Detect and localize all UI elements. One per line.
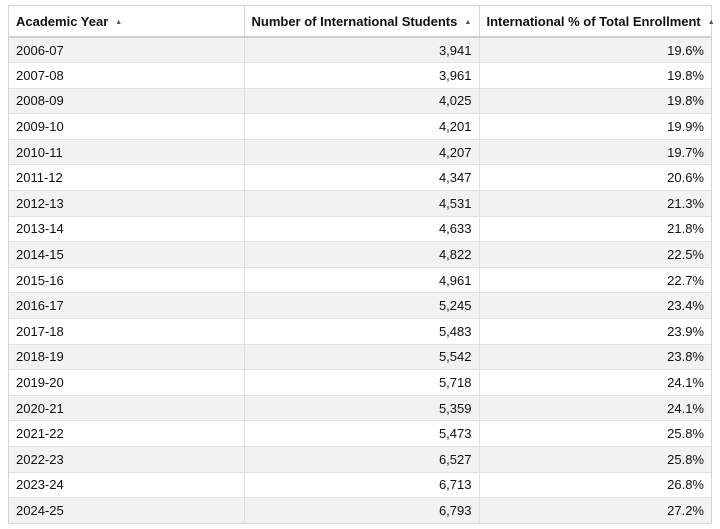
column-header-label: International % of Total Enrollment <box>486 13 701 29</box>
academic-year-cell: 2006-07 <box>9 37 244 63</box>
sort-ascending-icon[interactable]: ▲ <box>707 18 715 26</box>
table-header <box>9 6 715 37</box>
sort-ascending-icon[interactable]: ▲ <box>464 18 472 26</box>
international-percent-cell: 22.7% <box>479 267 711 293</box>
table-row <box>9 216 711 242</box>
student-count-cell: 4,822 <box>244 242 479 268</box>
academic-year-cell: 2016-17 <box>9 293 244 319</box>
table-row <box>9 139 711 165</box>
student-count-cell: 6,713 <box>244 472 479 498</box>
table-row <box>9 242 711 268</box>
student-count-cell: 5,245 <box>244 293 479 319</box>
column-header-international-percent[interactable] <box>479 6 715 37</box>
international-percent-cell: 24.1% <box>479 370 711 396</box>
international-percent-cell: 25.8% <box>479 421 711 447</box>
international-percent-cell: 21.8% <box>479 216 711 242</box>
academic-year-cell: 2010-11 <box>9 139 244 165</box>
student-count-cell: 4,201 <box>244 114 479 140</box>
academic-year-cell: 2020-21 <box>9 395 244 421</box>
table-row <box>9 63 711 89</box>
student-count-cell: 3,961 <box>244 63 479 89</box>
academic-year-cell: 2015-16 <box>9 267 244 293</box>
academic-year-cell: 2008-09 <box>9 88 244 114</box>
international-students-table <box>9 6 715 523</box>
academic-year-cell: 2018-19 <box>9 344 244 370</box>
table-row <box>9 88 711 114</box>
international-percent-cell: 19.8% <box>479 88 711 114</box>
international-percent-cell: 19.7% <box>479 139 711 165</box>
international-students-table-container <box>8 5 715 524</box>
international-percent-cell: 24.1% <box>479 395 711 421</box>
table-row <box>9 37 711 63</box>
international-percent-cell: 25.8% <box>479 447 711 473</box>
international-percent-cell: 26.8% <box>479 472 711 498</box>
international-percent-cell: 23.4% <box>479 293 711 319</box>
column-header-label: Number of International Students <box>251 13 458 29</box>
international-percent-cell: 23.8% <box>479 344 711 370</box>
academic-year-cell: 2013-14 <box>9 216 244 242</box>
student-count-cell: 5,473 <box>244 421 479 447</box>
academic-year-cell: 2019-20 <box>9 370 244 396</box>
table-row <box>9 293 711 319</box>
student-count-cell: 5,718 <box>244 370 479 396</box>
academic-year-cell: 2023-24 <box>9 472 244 498</box>
international-percent-cell: 27.2% <box>479 498 711 524</box>
student-count-cell: 5,359 <box>244 395 479 421</box>
academic-year-cell: 2022-23 <box>9 447 244 473</box>
international-percent-cell: 19.6% <box>479 37 711 63</box>
student-count-cell: 6,793 <box>244 498 479 524</box>
international-percent-cell: 19.8% <box>479 63 711 89</box>
academic-year-cell: 2024-25 <box>9 498 244 524</box>
student-count-cell: 4,347 <box>244 165 479 191</box>
academic-year-cell: 2012-13 <box>9 191 244 217</box>
table-row <box>9 114 711 140</box>
table-row <box>9 370 711 396</box>
student-count-cell: 4,961 <box>244 267 479 293</box>
academic-year-cell: 2007-08 <box>9 63 244 89</box>
table-row <box>9 165 711 191</box>
sort-ascending-icon[interactable]: ▲ <box>115 18 123 26</box>
table-row <box>9 319 711 345</box>
column-header-label: Academic Year <box>16 13 109 29</box>
table-row <box>9 267 711 293</box>
column-header-academic-year[interactable] <box>9 6 244 37</box>
table-row <box>9 498 711 524</box>
header-row <box>9 6 711 37</box>
student-count-cell: 4,633 <box>244 216 479 242</box>
table-row <box>9 191 711 217</box>
international-percent-cell: 19.9% <box>479 114 711 140</box>
academic-year-cell: 2011-12 <box>9 165 244 191</box>
student-count-cell: 3,941 <box>244 37 479 63</box>
student-count-cell: 5,542 <box>244 344 479 370</box>
table-body <box>9 37 711 523</box>
student-count-cell: 4,025 <box>244 88 479 114</box>
table-row <box>9 395 711 421</box>
student-count-cell: 6,527 <box>244 447 479 473</box>
international-percent-cell: 21.3% <box>479 191 711 217</box>
student-count-cell: 5,483 <box>244 319 479 345</box>
table-row <box>9 472 711 498</box>
student-count-cell: 4,531 <box>244 191 479 217</box>
table-row <box>9 344 711 370</box>
international-percent-cell: 22.5% <box>479 242 711 268</box>
academic-year-cell: 2014-15 <box>9 242 244 268</box>
table-row <box>9 421 711 447</box>
international-percent-cell: 20.6% <box>479 165 711 191</box>
column-header-number-of-students[interactable] <box>244 6 479 37</box>
academic-year-cell: 2017-18 <box>9 319 244 345</box>
table-row <box>9 447 711 473</box>
academic-year-cell: 2021-22 <box>9 421 244 447</box>
international-percent-cell: 23.9% <box>479 319 711 345</box>
student-count-cell: 4,207 <box>244 139 479 165</box>
academic-year-cell: 2009-10 <box>9 114 244 140</box>
